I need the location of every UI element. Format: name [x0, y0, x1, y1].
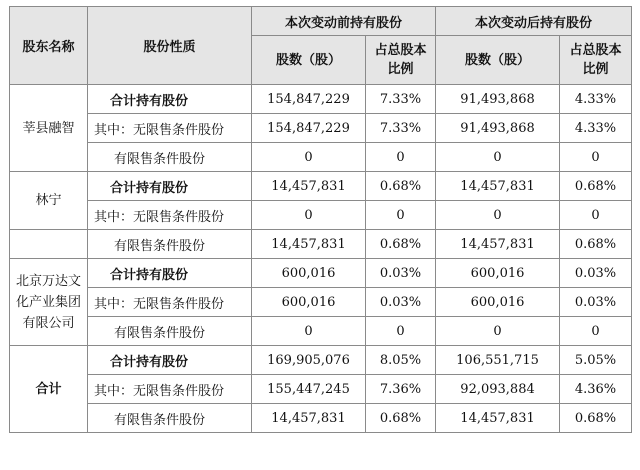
after-ratio-cell: 0.68% — [560, 230, 632, 259]
before-shares-cell: 0 — [252, 201, 366, 230]
share-nature-cell: 其中：无限售条件股份 — [88, 375, 252, 404]
table-row — [10, 404, 632, 433]
after-shares-cell: 91,493,868 — [436, 85, 560, 114]
after-ratio-cell: 4.33% — [560, 114, 632, 143]
after-shares-cell: 14,457,831 — [436, 172, 560, 201]
after-shares-cell: 14,457,831 — [436, 404, 560, 433]
share-nature-cell: 有限售条件股份 — [88, 230, 252, 259]
after-shares-cell: 600,016 — [436, 259, 560, 288]
before-shares-cell: 14,457,831 — [252, 404, 366, 433]
share-nature-cell: 有限售条件股份 — [88, 317, 252, 346]
share-nature-cell: 有限售条件股份 — [88, 404, 252, 433]
after-ratio-cell: 0 — [560, 143, 632, 172]
before-shares-cell: 169,905,076 — [252, 346, 366, 375]
after-ratio-cell: 4.33% — [560, 85, 632, 114]
after-ratio-cell: 0.68% — [560, 404, 632, 433]
after-ratio-cell: 4.36% — [560, 375, 632, 404]
share-nature-cell: 有限售条件股份 — [88, 143, 252, 172]
table-row — [10, 288, 632, 317]
before-shares-cell: 600,016 — [252, 259, 366, 288]
share-nature-cell: 合计持有股份 — [88, 85, 252, 114]
before-shares-cell: 14,457,831 — [252, 172, 366, 201]
share-nature-cell: 合计持有股份 — [88, 346, 252, 375]
share-nature-cell: 合计持有股份 — [88, 259, 252, 288]
after-shares-cell: 600,016 — [436, 288, 560, 317]
table-row — [10, 317, 632, 346]
before-ratio-cell: 7.36% — [366, 375, 436, 404]
after-shares-cell: 91,493,868 — [436, 114, 560, 143]
before-shares-cell: 155,447,245 — [252, 375, 366, 404]
share-nature-cell: 其中：无限售条件股份 — [88, 201, 252, 230]
table-row — [10, 346, 632, 375]
share-nature-cell: 合计持有股份 — [88, 172, 252, 201]
table-row — [10, 143, 632, 172]
before-ratio-cell: 7.33% — [366, 114, 436, 143]
before-ratio-cell: 0.03% — [366, 259, 436, 288]
after-ratio-cell: 0 — [560, 317, 632, 346]
after-shares-cell: 0 — [436, 143, 560, 172]
after-ratio-cell: 0.03% — [560, 259, 632, 288]
table-row — [10, 259, 632, 288]
table-row — [10, 114, 632, 143]
table-row — [10, 230, 632, 259]
holder-name-cell: 林宁 — [10, 172, 88, 230]
total-label-cell: 合计 — [10, 346, 88, 433]
after-shares-cell: 0 — [436, 317, 560, 346]
header-before-shares: 股数（股） — [252, 36, 366, 85]
before-ratio-cell: 0.68% — [366, 230, 436, 259]
before-shares-cell: 0 — [252, 143, 366, 172]
header-after-ratio — [560, 36, 632, 85]
table-row — [10, 85, 632, 114]
holder-name-cell: 莘县融智 — [10, 85, 88, 172]
after-ratio-cell: 0.68% — [560, 172, 632, 201]
before-ratio-cell: 8.05% — [366, 346, 436, 375]
share-nature-cell: 其中：无限售条件股份 — [88, 288, 252, 317]
ratio-line-1: 占总股本 — [374, 43, 427, 58]
before-ratio-cell: 0 — [366, 143, 436, 172]
before-shares-cell: 154,847,229 — [252, 85, 366, 114]
table-row — [10, 172, 632, 201]
shareholding-change-table — [9, 6, 632, 433]
share-nature-cell: 其中：无限售条件股份 — [88, 114, 252, 143]
header-before-ratio — [366, 36, 436, 85]
ratio-line-2: 比例 — [387, 62, 414, 77]
after-ratio-cell: 0 — [560, 201, 632, 230]
before-ratio-cell: 7.33% — [366, 85, 436, 114]
header-after-change: 本次变动后持有股份 — [436, 7, 632, 36]
header-after-shares: 股数（股） — [436, 36, 560, 85]
header-share-nature: 股份性质 — [88, 7, 252, 85]
before-shares-cell: 600,016 — [252, 288, 366, 317]
holder-name-cell: 北京万达文化产业集团有限公司 — [10, 259, 88, 346]
holder-name-cell-empty — [10, 230, 88, 259]
after-shares-cell: 14,457,831 — [436, 230, 560, 259]
before-ratio-cell: 0.68% — [366, 172, 436, 201]
before-shares-cell: 154,847,229 — [252, 114, 366, 143]
after-ratio-cell: 5.05% — [560, 346, 632, 375]
table-row — [10, 201, 632, 230]
header-before-change: 本次变动前持有股份 — [252, 7, 436, 36]
before-shares-cell: 0 — [252, 317, 366, 346]
header-holder-name: 股东名称 — [10, 7, 88, 85]
after-shares-cell: 106,551,715 — [436, 346, 560, 375]
before-shares-cell: 14,457,831 — [252, 230, 366, 259]
table-row — [10, 375, 632, 404]
ratio-line-2: 比例 — [582, 62, 609, 77]
ratio-line-1: 占总股本 — [569, 43, 622, 58]
before-ratio-cell: 0.03% — [366, 288, 436, 317]
after-ratio-cell: 0.03% — [560, 288, 632, 317]
before-ratio-cell: 0 — [366, 201, 436, 230]
before-ratio-cell: 0.68% — [366, 404, 436, 433]
after-shares-cell: 0 — [436, 201, 560, 230]
before-ratio-cell: 0 — [366, 317, 436, 346]
after-shares-cell: 92,093,884 — [436, 375, 560, 404]
